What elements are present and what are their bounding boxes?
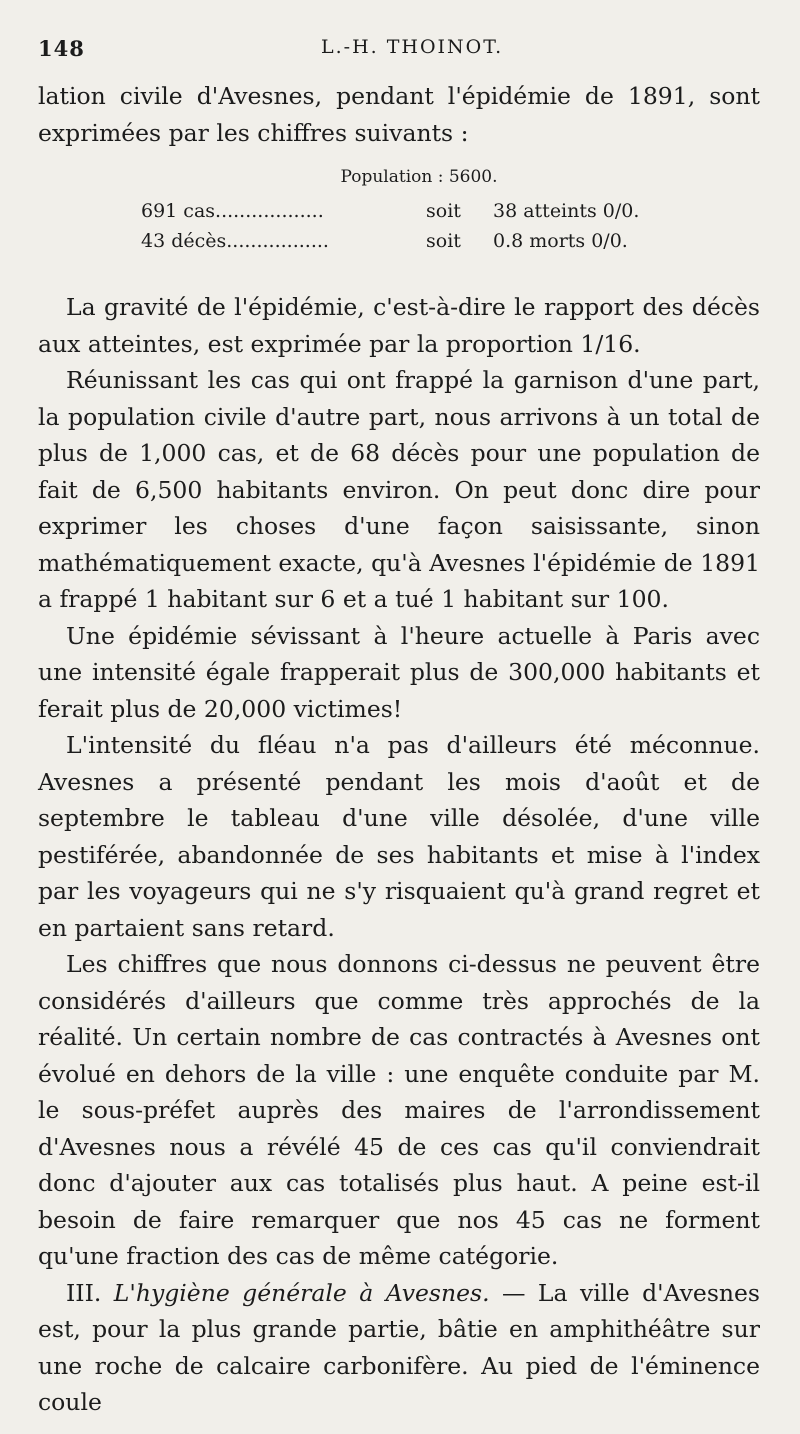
statistics-title: Population : 5600. [340,167,498,187]
paragraph: Réunissant les cas qui ont frappé la garnison d'une part, la population civile d'autre part, nous arrivons à un total de plus de 1,000 cas, et de 68 décès pour une population de fait de 6,500 habitants environ. On peut donc dire pour exprimer les choses d'une façon saisissante, sinon mathématiquement exacte, qu'à Avesnes l'épidémie de 1891 a frappé 1 habitant sur 6 et a tué 1 habitant sur 100. [38,366,760,613]
row-rate: 0.8 morts 0/0. [493,230,628,252]
row-soit: soit [426,230,461,252]
section-text: — La ville d'Avesnes est, pour la plus grande partie, bâtie en amphithéâtre sur une roche de calcaire carbonifère. Au pied de l'éminence coule [38,1278,760,1416]
paragraph: lation civile d'Avesnes, pendant l'épidémie de 1891, sont exprimées par les chiffres suivants : [38,82,760,147]
paragraph: La gravité de l'épidémie, c'est-à-dire le rapport des décès aux atteintes, est exprimée par la proportion 1/16. [38,293,760,358]
statistics-row [38,225,760,255]
paragraph: L'intensité du fléau n'a pas d'ailleurs été méconnue. Avesnes a présenté pendant les mois d'août et de septembre le tableau d'une ville désolée, d'une ville pestiférée, abandonnée de ses habitants et mise à l'index par les voyageurs qui ne s'y risquaient qu'à grand regret et en partaient sans retard. [38,731,760,942]
paragraph: Les chiffres que nous donnons ci-dessus ne peuvent être considérés d'ailleurs que comme très approchés de la réalité. Un certain nombre de cas contractés à Avesnes ont évolué en dehors de la ville : une enquête conduite par M. le sous-préfet auprès des maires de l'arrondissement d'Avesnes nous a révélé 45 de ces cas qu'il conviendrait donc d'ajouter aux cas totalisés plus haut. A peine est-il besoin de faire remarquer que nos 45 cas ne forment qu'une fraction des cas de même catégorie. [38,950,760,1270]
body-text [38,78,760,1421]
row-soit: soit [426,200,461,222]
section-number: III. [66,1278,102,1307]
statistics-row [38,195,760,225]
running-head: L.-H. THOINOT. [321,36,504,58]
section-title: L'hygiène générale à Avesnes. [113,1278,490,1307]
section-paragraph [38,1275,760,1421]
statistics-table [38,161,760,255]
row-rate: 38 atteints 0/0. [493,200,640,222]
row-label: 43 décès................. [141,230,329,252]
row-label: 691 cas.................. [141,200,324,222]
page-number: 148 [38,36,85,61]
paragraph: Une épidémie sévissant à l'heure actuelle à Paris avec une intensité égale frapperait plus de 300,000 habitants et ferait plus de 20,000 victimes! [38,621,760,723]
